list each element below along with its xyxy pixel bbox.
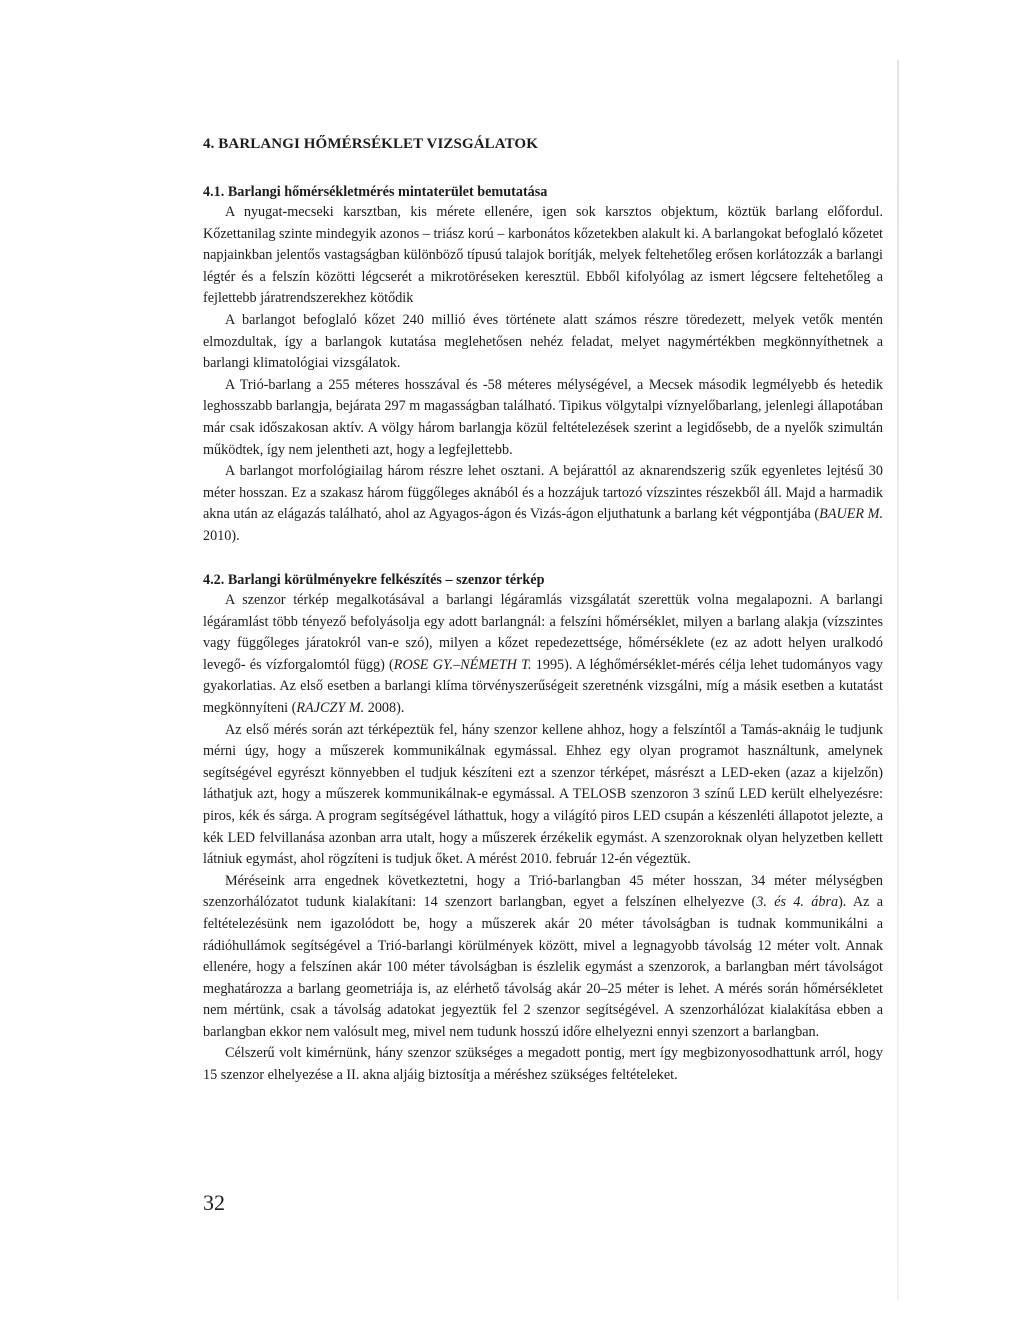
text-span: 2008). (364, 699, 405, 716)
chapter-title: 4. BARLANGI HŐMÉRSÉKLET VIZSGÁLATOK (203, 136, 538, 152)
section-title: 4.1. Barlangi hőmérsékletmérés mintaterület bemutatása (203, 184, 548, 200)
paragraph: Célszerű volt kimérnünk, hány szenzor szükséges a megadott pontig, mert így megbizonyosodhattunk arról, hogy 15 szenzor elhelyezése a II. akna aljáig biztosítja a méréshez szükséges feltételeket. (203, 1045, 883, 1084)
paragraph: A nyugat-mecseki karsztban, kis mérete ellenére, igen sok karsztos objektum, köztük barlang előfordul. Kőzettanilag szinte mindegyik azonos – triász korú – karbonátos kőzetekben alakult ki. A barlangokat befoglaló kőzetet napjainkban jelentős vastagságban különböző típusú talajok borítják, melyek feltehetőleg erősen korlátozzák a barlangi légtér és a felszín közötti légcserét a mikrotöréseken keresztül. Ebből kifolyólag az ismert légcsere feltehetőleg a fejlettebb járatrendszerekhez kötődik (203, 204, 884, 307)
citation: BAUER M. (819, 506, 884, 523)
paragraph: A Trió-barlang a 255 méteres hosszával és -58 méteres mélységével, a Mecsek második legmélyebb és hetedik leghosszabb barlangja, bejárata 297 m magasságban található. Tipikus völgytalpi víznyelőbarlang, jelenlegi állapotában már csak időszakosan aktív. A völgy három barlangja közül feltételezések szerint a legidősebb, de a nyelők szimultán működtek, így nem jelentheti azt, hogy a legfejlettebb. (203, 376, 883, 458)
figure-reference: 3. és 4. ábra (756, 894, 839, 911)
section-4-1 (203, 182, 883, 548)
page-edge-shadow (897, 60, 899, 1300)
page-number: 32 (203, 1190, 225, 1215)
text-span: 1995). A léghőmérséklet-mérés célja lehet tudományos vagy gyakorlatias. Az első esetben a barlangi klíma törvényszerűségeit szeretnénk vizsgálni, míg a másik esetben a kutatást megkönnyíteni ( (203, 656, 883, 716)
section-title: 4.2. Barlangi körülményekre felkészítés – szenzor térkép (203, 572, 545, 588)
citation: ROSE GY.–NÉMETH T. (393, 656, 532, 673)
text-span: A szenzor térkép megalkotásával a barlangi légáramlás vizsgálatát szerettük volna megalapozni. A barlangi légáramlást több tényező befolyásolja egy adott barlangnál: a felszíni hőmérséklet, milyen a barlang alakja (vízszintes vagy függőleges járatokról van-e szó), milyen a kőzet repedezettsége, hőmérséklete (ez az adott helyen uralkodó levegő- és vízforgalomtól függ) ( (203, 592, 883, 673)
paragraph (203, 871, 883, 1044)
paragraph (203, 590, 883, 720)
text-span: A barlangot morfológiailag három részre lehet osztani. A bejárattól az aknarendszerig szűk egyenletes lejtésű 30 méter hosszan. Ez a szakasz három függőleges aknából és a hozzájuk tartozó vízszintes részekből áll. Majd a harmadik akna után az elágazás található, ahol az Agyagos-ágon és Vizás-ágon eljuthatunk a barlang két végpontjába ( (203, 463, 883, 523)
text-span: 2010). (203, 527, 240, 544)
paragraph: A barlangot befoglaló kőzet 240 millió éves története alatt számos részre töredezett, melyek vetők mentén elmozdultak, így a barlangok kutatása meglehetősen nehéz feladat, melyet nagymértékben megkönnyíthetnek a barlangi klimatológiai vizsgálatok. (203, 311, 883, 372)
section-4-2 (203, 570, 883, 1087)
paragraph (203, 461, 883, 547)
citation: RAJCZY M. (296, 699, 365, 716)
text-span: Méréseink arra engednek következtetni, hogy a Trió-barlangban 45 méter hosszan, 34 méter mélységben szenzorhálózatot tudunk kialakítani: 14 szenzort barlangban, egyet a felszínen elhelyezve ( (203, 872, 883, 911)
paragraph: Az első mérés során azt térképeztük fel, hány szenzor kellene ahhoz, hogy a felszíntől a Tamás-aknáig le tudjunk mérni úgy, hogy a műszerek kommunikálnak egymással. Ehhez egy olyan programot használtunk, amelynek segítségével egyrészt könnyebben el tudjuk készíteni ezt a szenzor térképet, másrészt a LED-eken (azaz a kijelzőn) láthatjuk azt, hogy a műszerek kommunikálnak-e egymással. A TELOSB szenzoron 3 színű LED került elhelyezésre: piros, kék és sárga. A program segítségével láthattuk, hogy a világító piros LED csupán a készenléti állapotot jelezte, a kék LED felvillanása azonban arra utalt, hogy a műszerek érzékelik egymást. A szenzoroknak olyan helyzetben kellett látniuk egymást, ahol rögzíteni is tudjuk őket. A mérést 2010. február 12-én végeztük. (203, 721, 883, 868)
text-span: ). Az a feltételezésünk nem igazolódott be, hogy a műszerek akár 20 méter távolságban is tudnak kommunikálni a rádióhullámok segítségével a Trió-barlangi körülmények között, mivel a legnagyobb távolság 12 méter volt. Annak ellenére, hogy a felszínen akár 100 méter távolságban is észlelik egymást a szenzorok, a barlangban mért távolságot meghatározza a barlang geometriája is, az elérhető távolság akár 20–25 méter is lehet. A mérés során hőmérsékletet nem mértünk, csak a távolság adatokat jegyeztük fel 2 szenzor segítségével. A szenzorhálózat kialakítása ebben a barlangban ekkor nem valósult meg, mivel nem tudunk hosszú időre elhelyezni ennyi szenzort a barlangban. (203, 894, 884, 1040)
